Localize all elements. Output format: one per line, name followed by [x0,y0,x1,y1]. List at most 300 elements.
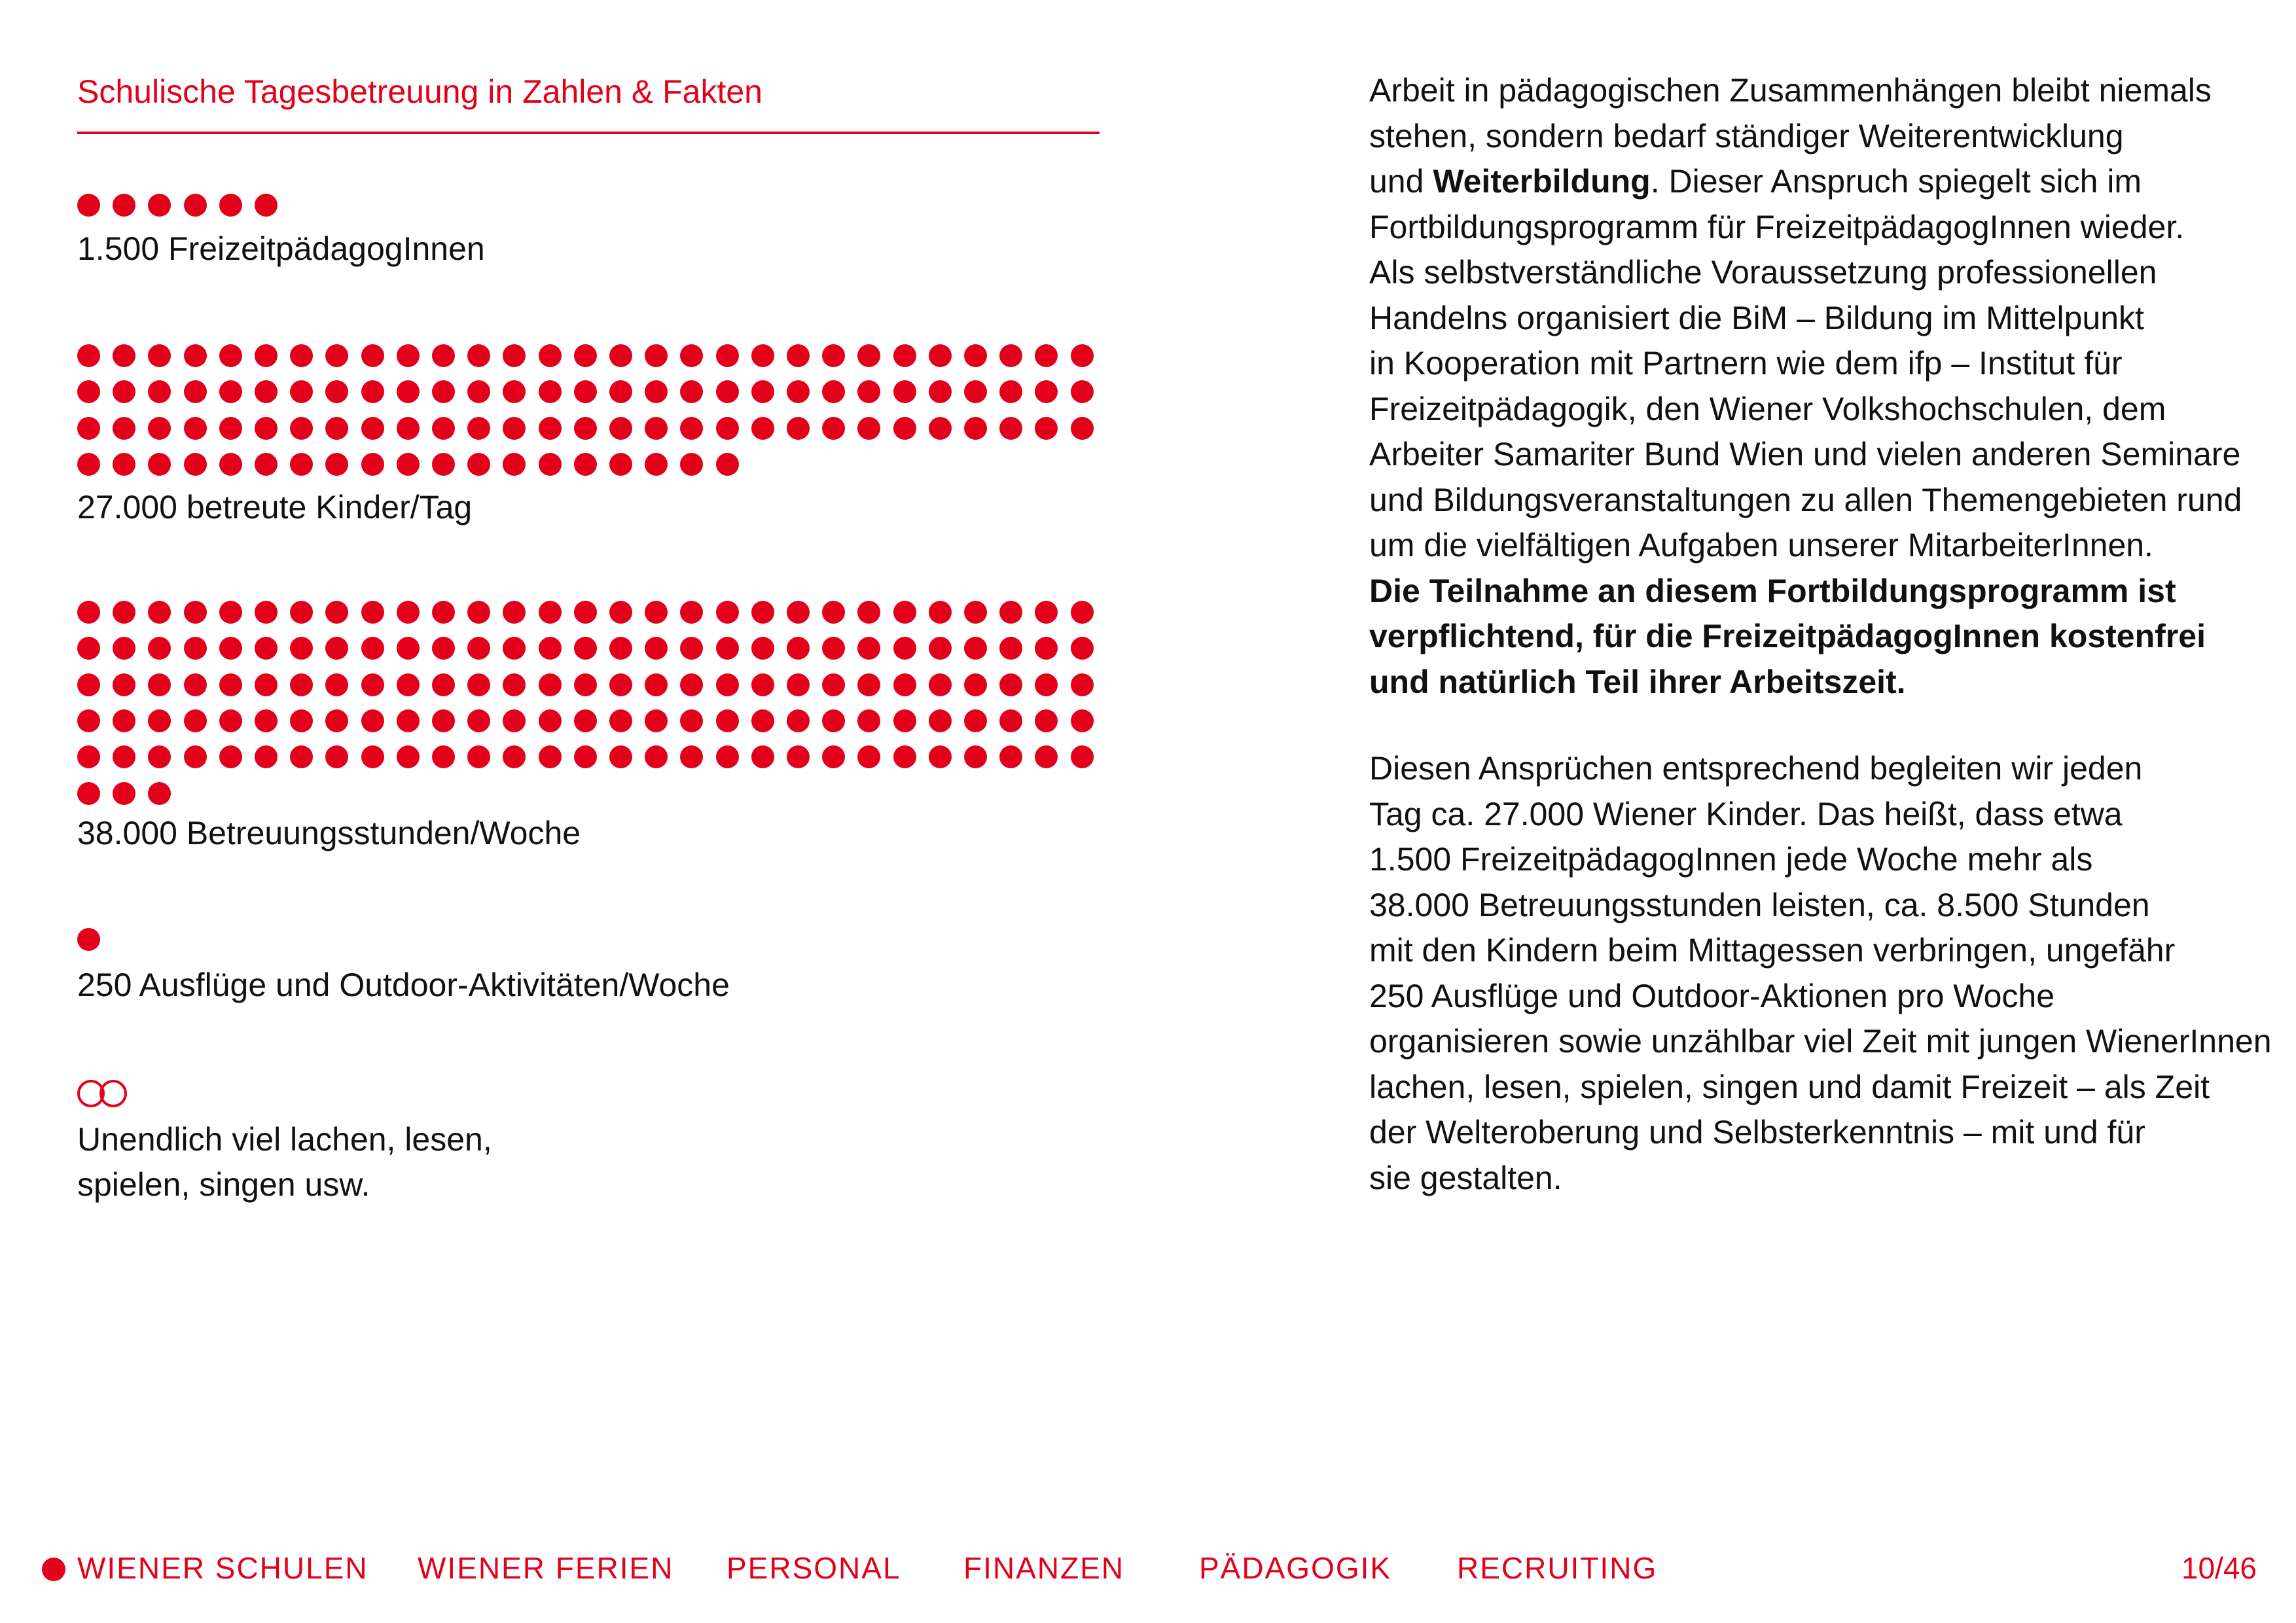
data-dot [432,344,455,367]
page-number: 10/46 [2181,1551,2257,1585]
data-dot [325,709,348,732]
data-dot [787,745,810,768]
nav-paedagogik[interactable]: PÄDAGOGIK [1199,1551,1392,1585]
data-dot [716,380,739,403]
data-dot [184,637,207,660]
data-dot [290,344,313,367]
data-dot [290,601,313,624]
data-dot [148,637,171,660]
data-dot [184,417,207,440]
data-dot [467,673,490,696]
data-dot [503,673,526,696]
data-dot [113,380,135,403]
data-dot [432,601,455,624]
data-dot [787,673,810,696]
data-dot [1035,601,1058,624]
data-dot [574,673,597,696]
data-dot [574,453,597,476]
data-dot [999,601,1022,624]
data-dot [1035,673,1058,696]
data-dot [574,745,597,768]
data-dot [255,709,278,732]
data-dot [397,637,420,660]
data-dot [999,344,1022,367]
data-dot [432,637,455,660]
data-dot [219,601,242,624]
data-dot [113,673,135,696]
data-dot [148,380,171,403]
data-dot [467,453,490,476]
data-dot [113,782,135,805]
data-dot [574,380,597,403]
body-line: sie gestalten. [1369,1159,1562,1196]
data-dot [857,745,880,768]
data-dot [751,344,774,367]
data-dot [999,637,1022,660]
data-dot [645,709,668,732]
data-dot [255,673,278,696]
stat-label-ausfluege: 250 Ausflüge und Outdoor-Aktivitäten/Woche [77,967,730,1003]
data-dot [1071,344,1094,367]
data-dot [503,380,526,403]
data-dot [787,637,810,660]
body-line: Arbeiter Samariter Bund Wien und vielen anderen Seminare [1369,436,2241,473]
data-dot [325,637,348,660]
body-line: 38.000 Betreuungsstunden leisten, ca. 8.500 Stunden [1369,886,2150,923]
active-section-dot-icon [42,1558,65,1581]
data-dot [645,637,668,660]
data-dot [716,709,739,732]
data-dot [503,637,526,660]
data-dot [751,709,774,732]
data-dot [397,601,420,624]
data-dot [113,453,135,476]
data-dot [255,453,278,476]
data-dot [787,380,810,403]
data-dot [929,709,952,732]
data-dot [609,637,632,660]
data-dot [77,417,100,440]
nav-finanzen[interactable]: FINANZEN [963,1551,1124,1585]
data-dot [999,417,1022,440]
nav-personal[interactable]: PERSONAL [726,1551,901,1585]
data-dot [467,380,490,403]
data-dot [219,453,242,476]
data-dot [77,673,100,696]
data-dot [539,453,562,476]
heading-divider [77,132,1100,134]
data-dot [148,673,171,696]
data-dot [113,601,135,624]
data-dot [680,344,703,367]
data-dot [184,344,207,367]
data-dot [503,344,526,367]
data-dot [716,601,739,624]
data-dot [113,417,135,440]
data-dot [325,417,348,440]
data-dot [857,709,880,732]
body-text [1369,68,2242,705]
data-dot [999,673,1022,696]
data-dot [113,709,135,732]
data-dot [539,673,562,696]
data-dot [964,673,987,696]
body-line: Diesen Ansprüchen entsprechend begleiten wir jeden [1369,750,2143,787]
data-dot [822,709,845,732]
data-dot [964,344,987,367]
data-dot [467,709,490,732]
data-dot [325,453,348,476]
data-dot [822,601,845,624]
data-dot [361,453,384,476]
data-dot [325,601,348,624]
data-dot [857,417,880,440]
data-dot [325,673,348,696]
data-dot [680,601,703,624]
data-dot [503,417,526,440]
data-dot [574,417,597,440]
data-dot [219,637,242,660]
data-dot [999,709,1022,732]
data-dot [184,380,207,403]
data-dot [857,637,880,660]
data-dot [219,745,242,768]
data-dot [964,745,987,768]
data-dot [290,709,313,732]
data-dot [680,745,703,768]
body-line: Als selbstverständliche Voraussetzung professionellen [1369,254,2157,291]
data-dot [397,709,420,732]
data-dot [397,344,420,367]
data-dot [645,601,668,624]
data-dot [1071,601,1094,624]
data-dot [255,637,278,660]
data-dot [432,745,455,768]
data-dot [77,194,100,217]
data-dot [503,745,526,768]
data-dot [857,601,880,624]
data-dot [77,928,100,951]
data-dot [680,453,703,476]
data-dot [822,745,845,768]
data-dot [893,745,916,768]
body-line-bold: und natürlich Teil ihrer Arbeitszeit. [1369,663,1906,700]
data-dot [929,417,952,440]
data-dot [397,417,420,440]
data-dot [503,709,526,732]
data-dot [893,344,916,367]
data-dot [184,745,207,768]
data-dot [539,417,562,440]
data-dot [1035,709,1058,732]
data-dot [290,417,313,440]
data-dot [184,709,207,732]
data-dot [184,601,207,624]
data-dot [255,601,278,624]
data-dot [574,637,597,660]
data-dot [361,637,384,660]
data-dot [539,709,562,732]
stat-label-betreuungsstunden: 38.000 Betreuungsstunden/Woche [77,815,581,851]
data-dot [1071,380,1094,403]
data-dot [1035,344,1058,367]
body-line: 1.500 FreizeitpädagogInnen jede Woche mehr als [1369,841,2093,878]
data-dot [184,194,207,217]
data-dot [77,380,100,403]
data-dot [822,380,845,403]
data-dot [467,417,490,440]
data-dot [503,601,526,624]
data-dot [751,673,774,696]
data-dot [680,709,703,732]
nav-wiener-schulen[interactable]: WIENER SCHULEN [77,1551,368,1585]
data-dot [822,417,845,440]
data-dot [539,380,562,403]
data-dot [857,344,880,367]
data-dot [574,344,597,367]
data-dot [77,344,100,367]
body-text-paragraph2 [1369,746,2272,1201]
data-dot [539,601,562,624]
data-dot [148,453,171,476]
data-dot [929,673,952,696]
data-dot [1071,673,1094,696]
data-dot [432,380,455,403]
data-dot [148,745,171,768]
data-dot [361,344,384,367]
data-dot [361,380,384,403]
stat-label-unendlich-line1: Unendlich viel lachen, lesen, [77,1121,492,1158]
nav-recruiting[interactable]: RECRUITING [1457,1551,1658,1585]
body-line: der Welteroberung und Selbsterkenntnis – mit und für [1369,1114,2145,1150]
data-dot [609,417,632,440]
data-dot [148,417,171,440]
data-dot [751,417,774,440]
data-dot [290,637,313,660]
data-dot [574,601,597,624]
data-dot [361,601,384,624]
data-dot [325,344,348,367]
data-dot [574,709,597,732]
data-dot [787,344,810,367]
infinity-icon [77,1080,127,1106]
data-dot [325,380,348,403]
data-dot [361,709,384,732]
data-dot [290,380,313,403]
data-dot [219,194,242,217]
data-dot [148,601,171,624]
data-dot [609,601,632,624]
data-dot [1035,637,1058,660]
data-dot [148,194,171,217]
data-dot [361,673,384,696]
data-dot [964,637,987,660]
data-dot [113,637,135,660]
data-dot [751,745,774,768]
body-line: Tag ca. 27.000 Wiener Kinder. Das heißt, dass etwa [1369,795,2123,832]
data-dot [397,453,420,476]
data-dot [467,637,490,660]
data-dot [432,709,455,732]
data-dot [290,453,313,476]
section-heading: Schulische Tagesbetreuung in Zahlen & Fakten [77,73,762,110]
data-dot [290,745,313,768]
body-line: Handelns organisiert die BiM – Bildung im Mittelpunkt [1369,299,2144,336]
data-dot [219,673,242,696]
data-dot [1071,709,1094,732]
data-dot [680,673,703,696]
data-dot [361,417,384,440]
data-dot [716,453,739,476]
data-dot [645,673,668,696]
data-dot [716,637,739,660]
keyword-weiterbildung: Weiterbildung [1433,163,1651,200]
data-dot [964,601,987,624]
data-dot [184,453,207,476]
data-dot [467,601,490,624]
data-dot [751,380,774,403]
data-dot [255,194,278,217]
data-dot [822,673,845,696]
data-dot [929,637,952,660]
body-line: stehen, sondern bedarf ständiger Weiterentwicklung [1369,117,2124,154]
data-dot [148,344,171,367]
data-dot [645,745,668,768]
data-dot [787,417,810,440]
data-dot [361,745,384,768]
data-dot [539,637,562,660]
stat-label-unendlich-line2: spielen, singen usw. [77,1166,370,1203]
data-dot [148,709,171,732]
data-dot [325,745,348,768]
data-dot [432,453,455,476]
data-dot [609,380,632,403]
data-dot [645,453,668,476]
data-dot [467,745,490,768]
data-dot [716,673,739,696]
data-dot [680,417,703,440]
data-dot [751,637,774,660]
data-dot [857,380,880,403]
data-dot [645,417,668,440]
nav-wiener-ferien[interactable]: WIENER FERIEN [418,1551,674,1585]
data-dot [893,417,916,440]
body-line: organisieren sowie unzählbar viel Zeit mit jungen WienerInnen [1369,1023,2272,1060]
data-dot [1035,417,1058,440]
body-line: Fortbildungsprogramm für FreizeitpädagogInnen wieder. [1369,208,2185,245]
body-line: lachen, lesen, spielen, singen und damit Freizeit – als Zeit [1369,1068,2210,1105]
data-dot [609,709,632,732]
stat-label-freizeitpaedagogen: 1.500 FreizeitpädagogInnen [77,230,485,267]
data-dot [219,380,242,403]
data-dot [716,745,739,768]
data-dot [397,380,420,403]
data-dot [893,673,916,696]
data-dot [503,453,526,476]
data-dot [716,344,739,367]
data-dot [255,417,278,440]
data-dot [680,380,703,403]
data-dot [609,673,632,696]
body-line: um die vielfältigen Aufgaben unserer MitarbeiterInnen. [1369,527,2153,563]
data-dot [467,344,490,367]
data-dot [113,194,135,217]
data-dot [893,380,916,403]
data-dot [964,380,987,403]
data-dot [929,344,952,367]
data-dot [787,601,810,624]
body-line: Arbeit in pädagogischen Zusammenhängen bleibt niemals [1369,72,2212,109]
body-line: 250 Ausflüge und Outdoor-Aktionen pro Woche [1369,977,2054,1014]
data-dot [929,380,952,403]
body-line: in Kooperation mit Partnern wie dem ifp – Institut für [1369,345,2123,382]
data-dot [255,380,278,403]
body-line: und Weiterbildung. Dieser Anspruch spiegelt sich im [1369,163,2142,200]
data-dot [77,601,100,624]
data-dot [609,453,632,476]
data-dot [290,673,313,696]
body-line-bold: verpflichtend, für die FreizeitpädagogInnen kostenfrei [1369,618,2206,654]
data-dot [999,380,1022,403]
data-dot [77,745,100,768]
body-line: und Bildungsveranstaltungen zu allen Themengebieten rund [1369,481,2242,518]
data-dot [432,417,455,440]
data-dot [219,417,242,440]
data-dot [822,344,845,367]
data-dot [539,745,562,768]
data-dot [929,745,952,768]
data-dot [1035,745,1058,768]
data-dot [964,417,987,440]
data-dot [1071,417,1094,440]
data-dot [255,745,278,768]
data-dot [148,782,171,805]
data-dot [716,417,739,440]
data-dot [751,601,774,624]
data-dot [857,673,880,696]
data-dot [219,344,242,367]
data-dot [77,637,100,660]
data-dot [77,709,100,732]
data-dot [787,709,810,732]
data-dot [893,601,916,624]
data-dot [609,745,632,768]
data-dot [219,709,242,732]
stat-label-kinder: 27.000 betreute Kinder/Tag [77,489,473,526]
data-dot [113,344,135,367]
data-dot [645,380,668,403]
data-dot [397,673,420,696]
footer-nav [0,1542,2296,1594]
data-dot [929,601,952,624]
data-dot [1071,637,1094,660]
data-dot [822,637,845,660]
data-dot [645,344,668,367]
data-dot [1071,745,1094,768]
data-dot [680,637,703,660]
data-dot [255,344,278,367]
body-line-bold: Die Teilnahme an diesem Fortbildungsprogramm ist [1369,572,2176,609]
data-dot [432,673,455,696]
data-dot [397,745,420,768]
data-dot [999,745,1022,768]
data-dot [609,344,632,367]
data-dot [113,745,135,768]
data-dot [893,637,916,660]
body-line: mit den Kindern beim Mittagessen verbringen, ungefähr [1369,932,2176,969]
data-dot [893,709,916,732]
data-dot [539,344,562,367]
